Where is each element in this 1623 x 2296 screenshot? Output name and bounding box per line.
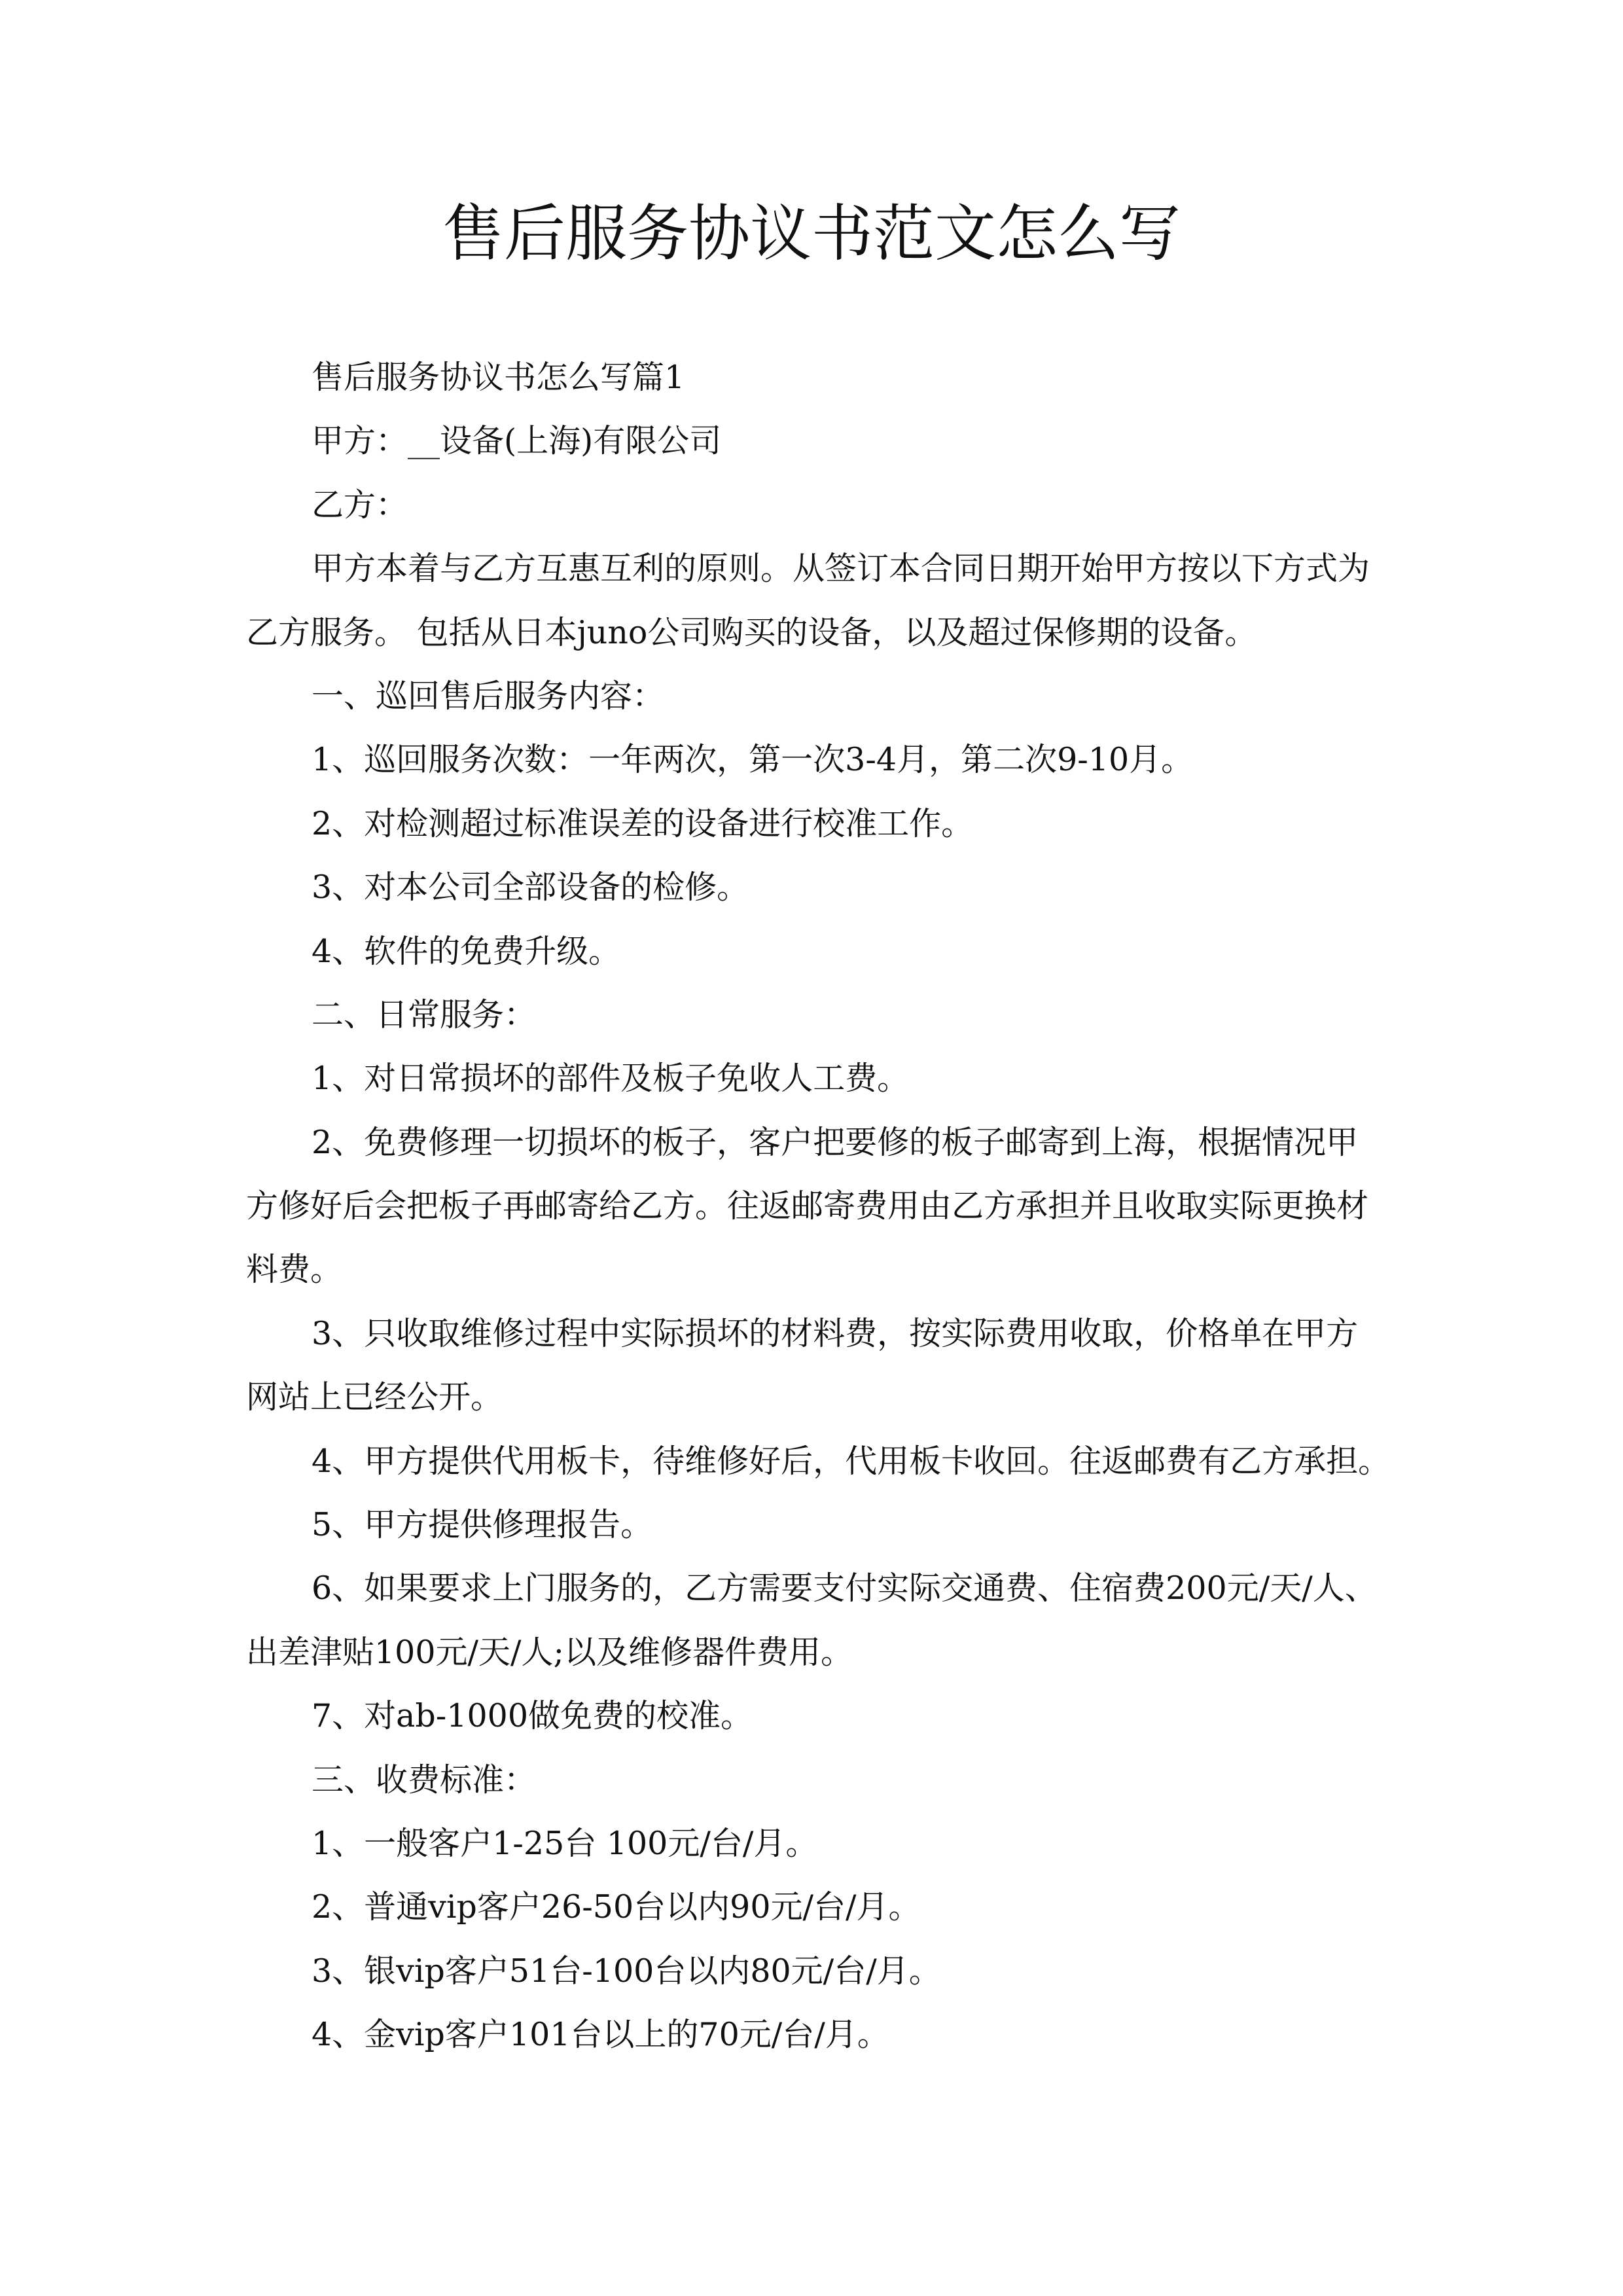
paragraph <box>246 537 1398 664</box>
paragraph-line: 料费。 <box>246 1251 343 1289</box>
paragraph-line: 4、金vip客户101台以上的70元/台/月。 <box>312 2016 889 2054</box>
paragraph-line: 5、甲方提供修理报告。 <box>312 1506 653 1544</box>
paragraph <box>246 1302 1398 1429</box>
paragraph-line: 3、对本公司全部设备的检修。 <box>312 869 749 906</box>
paragraph-line: 出差津贴100元/天/人;以及维修器件费用。 <box>246 1633 853 1671</box>
paragraph-line: 甲方：__设备(上海)有限公司 <box>312 422 722 460</box>
paragraph-line: 4、甲方提供代用板卡，待维修好后，代用板卡收回。往返邮费有乙方承担。 <box>312 1442 1391 1480</box>
paragraph-line: 一、巡回售后服务内容： <box>312 677 665 715</box>
paragraph <box>246 1875 1398 1939</box>
paragraph <box>246 1111 1398 1302</box>
paragraph <box>246 346 1398 409</box>
paragraph-line: 乙方： <box>312 486 408 524</box>
paragraph-line: 1、对日常损坏的部件及板子免收人工费。 <box>312 1060 910 1098</box>
paragraph <box>246 409 1398 473</box>
paragraph <box>246 855 1398 919</box>
paragraph <box>246 920 1398 983</box>
paragraph-line: 4、软件的免费升级。 <box>312 932 621 970</box>
paragraph-line: 乙方服务。 包括从日本juno公司购买的设备，以及超过保修期的设备。 <box>246 613 1257 651</box>
paragraph <box>246 792 1398 855</box>
paragraph-line: 1、巡回服务次数：一年两次，第一次3-4月，第二次9-10月。 <box>312 741 1194 779</box>
paragraph-line: 二、日常服务： <box>312 996 537 1033</box>
paragraph <box>246 1812 1398 1875</box>
paragraph-line: 2、免费修理一切损坏的板子，客户把要修的板子邮寄到上海，根据情况甲 <box>312 1123 1359 1161</box>
paragraph <box>246 1748 1398 1812</box>
paragraph <box>246 983 1398 1047</box>
paragraph <box>246 2003 1398 2066</box>
paragraph-line: 2、对检测超过标准误差的设备进行校准工作。 <box>312 804 974 842</box>
paragraph <box>246 1684 1398 1748</box>
paragraph-line: 售后服务协议书怎么写篇1 <box>312 359 685 396</box>
paragraph <box>246 473 1398 537</box>
paragraph-line: 网站上已经公开。 <box>246 1378 503 1416</box>
paragraph-line: 7、对ab-1000做免费的校准。 <box>312 1697 753 1735</box>
paragraph <box>246 1429 1398 1493</box>
paragraph <box>246 1939 1398 2003</box>
paragraph-line: 方修好后会把板子再邮寄给乙方。往返邮寄费用由乙方承担并且收取实际更换材 <box>246 1187 1369 1225</box>
paragraph <box>246 1493 1398 1556</box>
document-body <box>246 346 1398 2067</box>
paragraph-line: 2、普通vip客户26-50台以内90元/台/月。 <box>312 1888 921 1926</box>
paragraph-line: 3、银vip客户51台-100台以内80元/台/月。 <box>312 1952 941 1990</box>
paragraph <box>246 1556 1398 1684</box>
paragraph <box>246 664 1398 728</box>
paragraph-line: 6、如果要求上门服务的，乙方需要支付实际交通费、住宿费200元/天/人、 <box>312 1570 1377 1607</box>
paragraph <box>246 1047 1398 1110</box>
paragraph-line: 三、收费标准： <box>312 1761 537 1799</box>
paragraph-line: 1、一般客户1-25台 100元/台/月。 <box>312 1824 818 1862</box>
paragraph-line: 3、只收取维修过程中实际损坏的材料费，按实际费用收取，价格单在甲方 <box>312 1314 1359 1352</box>
document-title: 售后服务协议书范文怎么写 <box>442 198 1181 270</box>
paragraph-line: 甲方本着与乙方互惠互利的原则。从签订本合同日期开始甲方按以下方式为 <box>312 550 1370 588</box>
paragraph <box>246 728 1398 791</box>
